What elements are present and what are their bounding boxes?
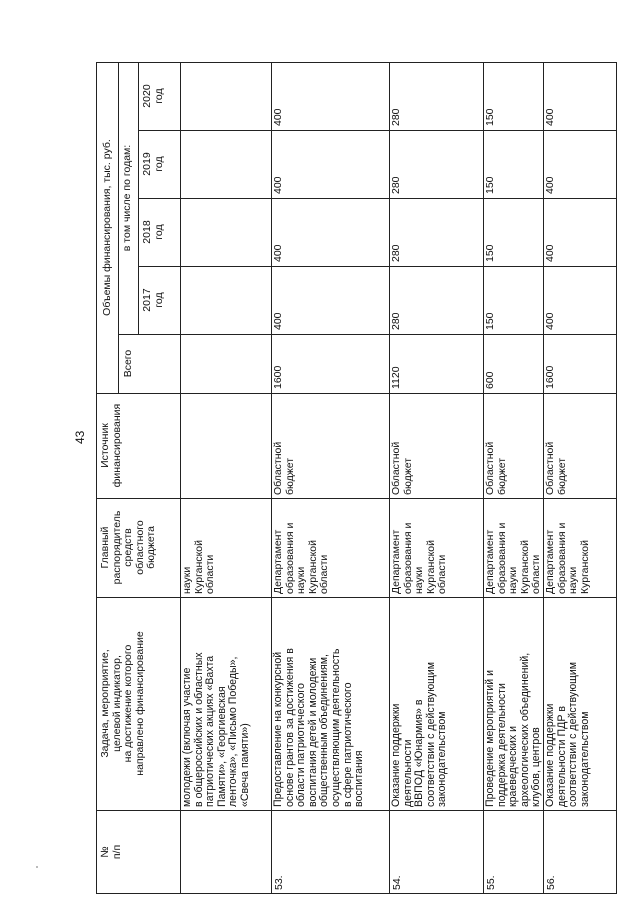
row-task-line: законодательством — [578, 711, 591, 807]
row-total-text — [485, 338, 497, 389]
table-rule — [118, 62, 119, 393]
row-num-line: 55. — [485, 875, 497, 890]
header-year-2019-line: 2019 — [141, 152, 153, 176]
row-total — [271, 334, 389, 393]
row-num-text — [546, 814, 558, 890]
row-source-line: бюджет — [555, 457, 568, 495]
row-value-2018-text — [545, 202, 557, 262]
row-value-2020 — [271, 62, 389, 130]
row-source-line: бюджет — [495, 457, 508, 495]
row-manager — [483, 498, 543, 597]
row-task-line: деятельности — [401, 739, 414, 807]
row-value-2017-line: 400 — [272, 312, 284, 330]
row-source-text — [391, 396, 414, 495]
table-rule — [389, 62, 390, 894]
header-year-2019 — [138, 130, 180, 198]
row-value-2018 — [543, 198, 617, 266]
row-task-text — [391, 600, 449, 807]
row-manager-line: образования и — [283, 522, 296, 594]
row-value-2019 — [389, 130, 483, 198]
row-task-line: осуществляющим деятельность — [329, 648, 342, 807]
row-task-line: ленточка», «Письмо Победы», — [227, 656, 240, 807]
row-manager-line: образования и — [495, 522, 508, 594]
row-task-line: деятельности ПДР в — [555, 706, 568, 807]
row-value-2020-line: 400 — [544, 108, 556, 126]
header-volumes — [96, 62, 118, 393]
header-task-line: на достижение которого — [122, 644, 135, 763]
row-source-line: бюджет — [401, 457, 414, 495]
row-manager-line: Департамент — [390, 529, 402, 594]
row-source-line: бюджет — [283, 457, 296, 495]
row-manager — [271, 498, 389, 597]
row-manager-line: Департамент — [272, 529, 284, 594]
row-value-2018-line: 280 — [390, 244, 402, 262]
row-source-line: Областной — [390, 441, 402, 495]
row-manager-line: области — [318, 554, 331, 594]
row-value-2018 — [271, 198, 389, 266]
row-num-line: 53. — [273, 875, 285, 890]
row-task-line: воспитания — [353, 750, 366, 807]
table-rule — [96, 62, 97, 894]
row-manager-line: науки — [181, 566, 193, 594]
header-num-line: № — [99, 846, 111, 858]
row-source — [271, 393, 389, 498]
row-value-2020-text — [485, 66, 497, 126]
header-manager-line: бюджета — [145, 526, 158, 569]
header-num-text — [100, 816, 123, 888]
row-manager-line: науки — [295, 566, 308, 594]
row-source-text — [273, 396, 296, 495]
row-task-line: Оказание поддержки — [544, 703, 556, 807]
row-num-line: 56. — [545, 875, 557, 890]
row-value-2017-line: 280 — [390, 312, 402, 330]
row-value-2019-line: 280 — [390, 176, 402, 194]
row-source-text — [485, 396, 508, 495]
row-task-line: соответствии с действующим — [424, 661, 437, 807]
row-value-2019-line: 150 — [484, 176, 496, 194]
row-value-2018-line: 400 — [272, 244, 284, 262]
header-source-text — [100, 396, 123, 495]
header-num-line: п/п — [110, 844, 123, 860]
table-rule — [138, 62, 139, 334]
row-task-line: в общероссийских и областных — [192, 652, 205, 807]
row-task-line: области патриотического — [295, 683, 308, 807]
row-manager-line: образования и — [401, 522, 414, 594]
row-task-line: поддержка деятельности — [495, 683, 508, 807]
row-value-2018-line: 150 — [484, 244, 496, 262]
row-task-line: археологических объединений, — [518, 652, 531, 807]
table-rule — [543, 62, 544, 894]
row-value-2017 — [483, 266, 543, 334]
row-value-2019-text — [391, 134, 403, 194]
row-value-2019-text — [273, 134, 285, 194]
row-total-line: 600 — [484, 371, 496, 389]
row-value-2017-line: 400 — [544, 312, 556, 330]
row-source — [389, 393, 483, 498]
row-task-line: воспитания детей и молодежи — [306, 657, 319, 807]
row-manager — [389, 498, 483, 597]
row-value-2020 — [389, 62, 483, 130]
table-rule — [96, 498, 617, 499]
row-task-line: клубов, центров — [530, 727, 543, 807]
row-task-text — [273, 600, 366, 807]
row-value-2017-line: 150 — [484, 312, 496, 330]
row-task-line: в сфере патриотического — [341, 682, 354, 807]
row-num — [271, 810, 389, 894]
row-source-line: Областной — [544, 441, 556, 495]
table-rule — [138, 266, 617, 267]
row-value-2018-text — [391, 202, 403, 262]
header-year-2018-line: 2018 — [141, 220, 153, 244]
row-manager-line: Курганской — [424, 540, 437, 594]
row-manager-line: Курганской — [578, 540, 591, 594]
row-value-2018-text — [485, 202, 497, 262]
row-manager-text — [545, 501, 591, 594]
row-manager-line: области — [204, 554, 217, 594]
row-total-line: 1600 — [544, 365, 556, 389]
row-value-2018 — [483, 198, 543, 266]
row-task-line: молодежи (включая участие — [181, 667, 193, 807]
row-num-text — [392, 814, 404, 890]
row-task-text — [545, 600, 591, 807]
row-manager-line: образования и — [555, 522, 568, 594]
row-source-line: Областной — [272, 441, 284, 495]
row-value-2017-text — [485, 270, 497, 330]
table-rule — [96, 393, 617, 394]
row-task-text — [182, 600, 252, 807]
table-rule — [96, 893, 617, 894]
row-manager-line: области — [436, 554, 449, 594]
row-task-line: Проведение мероприятий и — [484, 669, 496, 807]
header-by-years-line: в том числе по годам: — [121, 144, 133, 252]
row-manager-text — [273, 501, 331, 594]
row-task — [389, 597, 483, 810]
header-total — [118, 334, 180, 393]
table-rule — [118, 334, 617, 335]
row-num — [389, 810, 483, 894]
row-value-2017 — [543, 266, 617, 334]
header-year-2020-line: год — [152, 88, 165, 104]
row-manager-line: Курганской — [518, 540, 531, 594]
header-year-2018 — [138, 198, 180, 266]
header-year-2020-line: 2020 — [141, 84, 153, 108]
row-value-2020-line: 150 — [484, 108, 496, 126]
row-task-line: Памяти», «Георгиевская — [215, 686, 228, 807]
table-rule — [271, 62, 272, 894]
row-task-line: «Свеча памяти») — [238, 723, 251, 807]
table-rule — [138, 198, 617, 199]
page-number: 43 — [73, 430, 87, 444]
row-value-2018-text — [273, 202, 285, 262]
row-total-line: 1120 — [390, 366, 402, 389]
row-value-2019-text — [485, 134, 497, 194]
header-task-line: Задача, мероприятие, — [99, 649, 111, 758]
header-volumes-line: Объемы финансирования, тыс. руб. — [101, 139, 113, 316]
row-value-2019-text — [545, 134, 557, 194]
header-task-text — [100, 601, 146, 806]
row-task-line: ВВПОД «Юнармия» в — [413, 699, 426, 807]
row-value-2017 — [389, 266, 483, 334]
header-task-line: направлено финансирование — [133, 631, 146, 776]
row-total — [389, 334, 483, 393]
header-year-2019-text — [142, 134, 165, 194]
header-total-text — [123, 338, 135, 389]
row-task-line: общественным объединениям, — [318, 654, 331, 807]
row-value-2019 — [483, 130, 543, 198]
row-total-text — [391, 338, 403, 389]
row-num — [483, 810, 543, 894]
row-value-2020 — [483, 62, 543, 130]
row-task-line: основе грантов за достижения в — [283, 648, 296, 807]
header-manager-line: средств — [122, 528, 135, 567]
financing-table — [96, 62, 617, 894]
row-value-2020-text — [545, 66, 557, 126]
row-total-line: 1600 — [272, 365, 284, 389]
header-year-2017-line: год — [152, 292, 165, 308]
header-year-2017-line: 2017 — [141, 288, 153, 312]
header-volumes-text — [102, 66, 114, 389]
row-value-2018-line: 400 — [544, 244, 556, 262]
row-source-line: Областной — [484, 441, 496, 495]
row-source — [483, 393, 543, 498]
row-task-text — [485, 600, 543, 807]
header-manager-line: областного — [133, 520, 146, 575]
row-value-2019 — [271, 130, 389, 198]
row-task-line: законодательством — [436, 711, 449, 807]
row-num-line: 54. — [391, 875, 403, 890]
row-value-2017-text — [273, 270, 285, 330]
row-task-line: патриотических акциях «Вахта — [204, 655, 217, 807]
row-manager-text — [391, 501, 449, 594]
table-rule — [138, 130, 617, 131]
header-source — [96, 393, 180, 498]
header-source-line: Источник — [99, 423, 111, 468]
row-value-2020-text — [273, 66, 285, 126]
table-rule — [483, 62, 484, 894]
table-rule — [96, 597, 617, 598]
row-manager-text — [182, 501, 217, 594]
row-value-2017 — [271, 266, 389, 334]
row-manager — [543, 498, 617, 597]
row-manager-line: Департамент — [544, 529, 556, 594]
header-year-2017-text — [142, 270, 165, 330]
header-manager-line: распорядитель — [110, 510, 123, 585]
header-num — [96, 810, 180, 894]
row-value-2017-text — [391, 270, 403, 330]
row-task — [271, 597, 389, 810]
row-manager — [180, 498, 271, 597]
row-value-2019-line: 400 — [544, 176, 556, 194]
row-num — [543, 810, 617, 894]
row-task — [543, 597, 617, 810]
row-task-line: Предоставление на конкурсной — [272, 651, 284, 807]
header-year-2020 — [138, 62, 180, 130]
row-value-2019-line: 400 — [272, 176, 284, 194]
header-task — [96, 597, 180, 810]
row-value-2020-line: 400 — [272, 108, 284, 126]
header-manager-line: Главный — [99, 526, 111, 569]
scan-speck — [36, 866, 38, 868]
row-manager-line: Курганской — [306, 540, 319, 594]
header-year-2018-line: год — [152, 224, 165, 240]
row-total — [483, 334, 543, 393]
row-source — [543, 393, 617, 498]
header-task-line: целевой индикатор, — [110, 655, 123, 752]
header-manager-text — [100, 501, 158, 594]
row-manager-line: Курганской — [192, 540, 205, 594]
row-value-2017-text — [545, 270, 557, 330]
row-task — [483, 597, 543, 810]
row-manager-line: науки — [413, 566, 426, 594]
row-total-text — [273, 338, 285, 389]
table-rule — [96, 810, 617, 811]
row-value-2020-text — [391, 66, 403, 126]
row-task-line: соответствии с действующим — [567, 661, 580, 807]
row-manager-text — [485, 501, 543, 594]
table-rule — [616, 62, 617, 894]
header-total-line: Всего — [122, 349, 134, 378]
row-value-2020 — [543, 62, 617, 130]
row-num-text — [274, 814, 286, 890]
row-task-line: Оказание поддержки — [390, 703, 402, 807]
header-by-years-text — [122, 66, 134, 330]
header-manager — [96, 498, 180, 597]
row-total-text — [545, 338, 557, 389]
header-year-2017 — [138, 266, 180, 334]
row-total — [543, 334, 617, 393]
row-value-2018 — [389, 198, 483, 266]
header-year-2018-text — [142, 202, 165, 262]
row-manager-line: Департамент — [484, 529, 496, 594]
row-manager-line: области — [530, 554, 543, 594]
header-year-2019-line: год — [152, 156, 165, 172]
row-task-line: краеведческих и — [507, 725, 520, 807]
row-source-text — [545, 396, 568, 495]
header-year-2020-text — [142, 66, 165, 126]
row-num-text — [486, 814, 498, 890]
row-manager-line: науки — [567, 566, 580, 594]
header-by-years — [118, 62, 138, 334]
row-value-2019 — [543, 130, 617, 198]
header-source-line: финансирования — [110, 403, 123, 488]
row-manager-line: науки — [507, 566, 520, 594]
row-task — [180, 597, 271, 810]
table-rule — [180, 62, 181, 894]
table-rule — [96, 62, 617, 63]
row-value-2020-line: 280 — [390, 108, 402, 126]
